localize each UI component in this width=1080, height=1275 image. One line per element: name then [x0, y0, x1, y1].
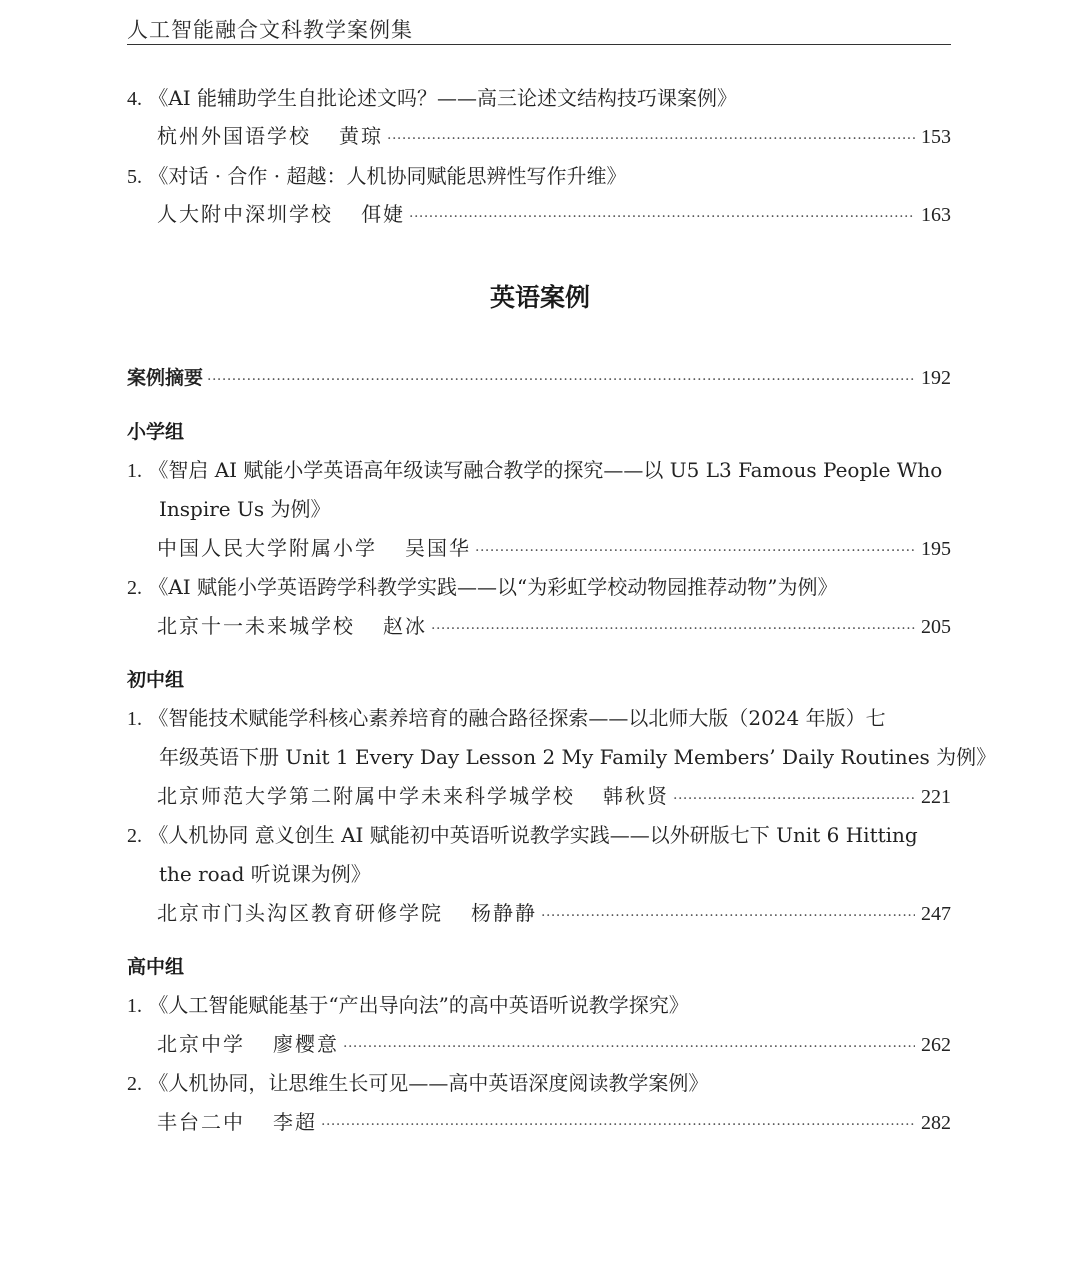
summary-page-number: 192 — [921, 367, 951, 389]
entry-title-continuation: 年级英语下册 Unit 1 Every Day Lesson 2 My Family Members’ Daily Routines 为例》 — [159, 745, 997, 769]
entry-page-number: 195 — [921, 538, 951, 560]
entry-title: 《对话 · 合作 · 超越：人机协同赋能思辨性写作升维》 — [148, 164, 627, 188]
entry-author: 黄琼 — [339, 124, 383, 148]
section-title: 英语案例 — [489, 283, 590, 312]
entry-author: 廖樱意 — [273, 1032, 339, 1056]
entry-title: 《人机协同，让思维生长可见——高中英语深度阅读教学案例》 — [148, 1071, 709, 1095]
dot-leader — [343, 1033, 915, 1061]
toc-entry-byline[interactable] — [157, 122, 951, 153]
toc-entry-byline[interactable] — [157, 200, 951, 231]
entry-school: 北京中学 — [157, 1032, 245, 1056]
entry-author: 吴国华 — [405, 536, 471, 560]
group-label-primary: 小学组 — [127, 421, 185, 443]
entry-number: 2. — [127, 825, 142, 847]
toc-entry-byline[interactable] — [157, 1030, 951, 1061]
entry-school: 北京十一未来城学校 — [157, 614, 355, 638]
group-label-senior: 高中组 — [127, 956, 185, 978]
entry-page-number: 205 — [921, 616, 951, 638]
toc-entry-title[interactable] — [127, 456, 942, 485]
dot-leader — [541, 902, 915, 930]
entry-school: 人大附中深圳学校 — [157, 202, 333, 226]
entry-page-number: 153 — [921, 126, 951, 148]
entry-author: 杨静静 — [471, 901, 537, 925]
entry-author: 赵冰 — [383, 614, 427, 638]
toc-entry-byline[interactable] — [157, 534, 951, 565]
entry-title: 《人机协同 意义创生 AI 赋能初中英语听说教学实践——以外研版七下 Unit 6 Hitting — [148, 823, 918, 847]
entry-number: 2. — [127, 1073, 142, 1095]
toc-entry-title[interactable] — [127, 162, 627, 191]
entry-title: 《智能技术赋能学科核心素养培育的融合路径探索——以北师大版（2024 年版）七 — [148, 706, 886, 730]
dot-leader — [673, 785, 915, 813]
entry-number: 5. — [127, 166, 142, 188]
entry-school: 丰台二中 — [157, 1110, 245, 1134]
toc-entry-byline[interactable] — [157, 899, 951, 930]
entry-title: 《人工智能赋能基于“产出导向法”的高中英语听说教学探究》 — [148, 993, 689, 1017]
entry-author: 韩秋贤 — [603, 784, 669, 808]
summary-label: 案例摘要 — [127, 367, 204, 389]
header-rule — [127, 44, 951, 45]
entry-title: 《智启 AI 赋能小学英语高年级读写融合教学的探究——以 U5 L3 Famous People Who — [148, 458, 943, 482]
entry-page-number: 262 — [921, 1034, 951, 1056]
dot-leader — [431, 615, 915, 643]
entry-title-continuation: the road 听说课为例》 — [159, 862, 371, 886]
entry-page-number: 282 — [921, 1112, 951, 1134]
running-header: 人工智能融合文科教学案例集 — [127, 18, 413, 42]
entry-number: 1. — [127, 460, 142, 482]
toc-entry-title[interactable] — [127, 991, 689, 1020]
entry-title: 《AI 赋能小学英语跨学科教学实践——以“为彩虹学校动物园推荐动物”为例》 — [148, 575, 838, 599]
entry-school: 北京市门头沟区教育研修学院 — [157, 901, 443, 925]
dot-leader — [409, 203, 915, 231]
toc-entry-title[interactable] — [127, 573, 838, 602]
dot-leader — [387, 125, 915, 153]
toc-summary-entry[interactable] — [127, 364, 951, 394]
entry-number: 1. — [127, 708, 142, 730]
dot-leader — [475, 537, 915, 565]
toc-entry-byline[interactable] — [157, 782, 951, 813]
entry-number: 1. — [127, 995, 142, 1017]
entry-page-number: 163 — [921, 204, 951, 226]
toc-entry-title[interactable] — [127, 821, 918, 850]
group-label-junior: 初中组 — [127, 669, 185, 691]
entry-page-number: 221 — [921, 786, 951, 808]
entry-school: 北京师范大学第二附属中学未来科学城学校 — [157, 784, 575, 808]
dot-leader — [321, 1111, 915, 1139]
toc-entry-title[interactable] — [127, 84, 737, 113]
toc-entry-byline[interactable] — [157, 612, 951, 643]
entry-school: 中国人民大学附属小学 — [157, 536, 377, 560]
dot-leader — [207, 366, 915, 394]
entry-title-continuation: Inspire Us 为例》 — [159, 497, 331, 521]
entry-school: 杭州外国语学校 — [157, 124, 311, 148]
toc-entry-title[interactable] — [127, 704, 886, 733]
entry-number: 4. — [127, 88, 142, 110]
entry-number: 2. — [127, 577, 142, 599]
entry-page-number: 247 — [921, 903, 951, 925]
toc-entry-byline[interactable] — [157, 1108, 951, 1139]
toc-entry-title[interactable] — [127, 1069, 708, 1098]
entry-author: 李超 — [273, 1110, 317, 1134]
entry-author: 佴婕 — [361, 202, 405, 226]
entry-title: 《AI 能辅助学生自批论述文吗？——高三论述文结构技巧课案例》 — [148, 86, 738, 110]
